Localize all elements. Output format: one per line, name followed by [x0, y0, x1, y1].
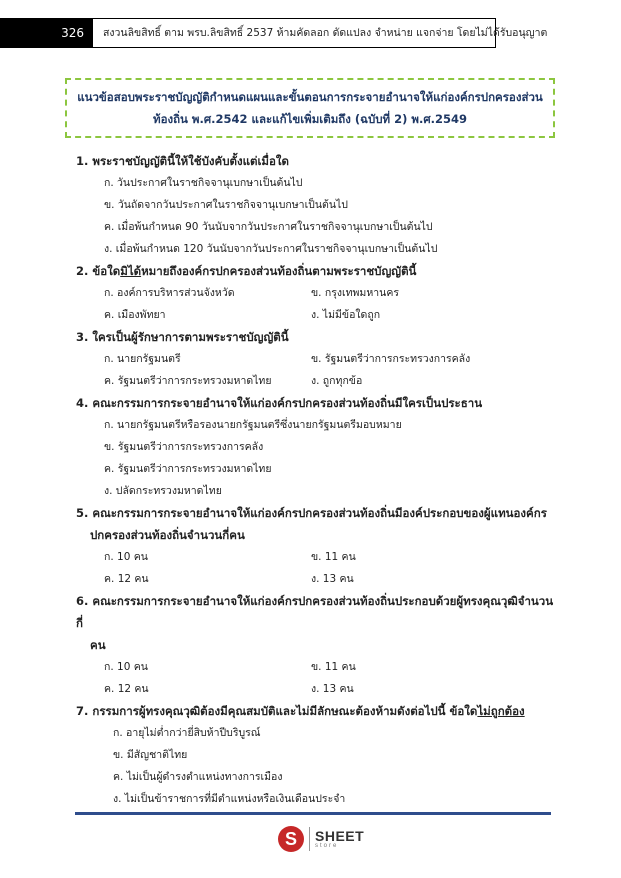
question-5 — [76, 502, 556, 590]
underlined-keyword: ไม่ถูกต้อง — [477, 704, 525, 718]
question-text — [76, 590, 556, 656]
question-text: 1. พระราชบัญญัตินี้ให้ใช้บังคับตั้งแต่เมื่อใด — [76, 154, 289, 168]
copyright-notice: สงวนลิขสิทธิ์ ตาม พรบ.ลิขสิทธิ์ 2537 ห้ามคัดลอก ดัดแปลง จำหน่าย แจกจ่าย โดยไม่ได้รับอนุญาต — [92, 18, 496, 48]
question-text-line-2: ปกครองส่วนท้องถิ่นจำนวนกี่คน — [90, 528, 245, 542]
question-text-part: 2. ข้อใด — [76, 264, 121, 278]
question-text-part: หมายถึงองค์กรปกครองส่วนท้องถิ่นตามพระราชบัญญัตินี้ — [141, 264, 417, 278]
option-row — [76, 282, 556, 304]
question-7 — [76, 700, 556, 810]
option-b: ข. 11 คน — [311, 551, 356, 563]
option-b: ข. รัฐมนตรีว่าการกระทรวงการคลัง — [311, 353, 471, 365]
option-a: ก. องค์การบริหารส่วนจังหวัด — [104, 287, 235, 299]
logo-s-icon: S — [278, 826, 304, 852]
option-c: ค. รัฐมนตรีว่าการกระทรวงมหาดไทย — [104, 463, 272, 475]
option-row — [76, 546, 556, 568]
option-d: ง. ไม่มีข้อใดถูก — [311, 309, 381, 321]
logo-word: SHEET — [315, 828, 365, 844]
option-c: ค. เมื่อพ้นกำหนด 90 วันนับจากวันประกาศในราชกิจจานุเบกษาเป็นต้นไป — [104, 221, 433, 233]
option-d: ง. เมื่อพ้นกำหนด 120 วันนับจากวันประกาศในราชกิจจานุเบกษาเป็นต้นไป — [104, 243, 438, 255]
option-d: ง. ปลัดกระทรวงมหาดไทย — [104, 485, 222, 497]
option-a: ก. 10 คน — [104, 551, 148, 563]
option-d: ง. 13 คน — [311, 573, 354, 585]
option-a: ก. นายกรัฐมนตรีหรือรองนายกรัฐมนตรีซึ่งนายกรัฐมนตรีมอบหมาย — [104, 419, 402, 431]
question-6 — [76, 590, 556, 700]
option-row — [76, 348, 556, 370]
question-text — [76, 700, 556, 722]
question-text-line-1: 6. คณะกรรมการกระจายอำนาจให้แก่องค์กรปกครองส่วนท้องถิ่นประกอบด้วยผู้ทรงคุณวุฒิจำนวนกี่ — [76, 594, 554, 630]
option-d: ง. ไม่เป็นข้าราชการที่มีตำแหน่งหรือเงินเดือนประจำ — [113, 793, 346, 805]
question-text: 4. คณะกรรมการกระจายอำนาจให้แก่องค์กรปกครองส่วนท้องถิ่นมีใครเป็นประธาน — [76, 396, 483, 410]
question-4 — [76, 392, 556, 502]
logo-text — [315, 829, 364, 849]
option-d: ง. ถูกทุกข้อ — [311, 375, 363, 387]
logo-subtitle: store — [315, 843, 339, 849]
option-row — [76, 656, 556, 678]
question-text: 3. ใครเป็นผู้รักษาการตามพระราชบัญญัตินี้ — [76, 330, 289, 344]
option-a: ก. อายุไม่ต่ำกว่ายี่สิบห้าปีบริบูรณ์ — [113, 727, 261, 739]
question-text — [76, 260, 556, 282]
logo-divider — [309, 827, 310, 851]
question-list — [76, 150, 556, 810]
question-text-line-2: คน — [90, 638, 106, 652]
sheet-store-logo — [278, 824, 364, 854]
question-text — [76, 502, 556, 546]
footer-divider — [75, 812, 551, 815]
option-c: ค. เมืองพัทยา — [104, 309, 166, 321]
option-a: ก. นายกรัฐมนตรี — [104, 353, 181, 365]
document-title-box — [65, 78, 555, 138]
option-b: ข. 11 คน — [311, 661, 356, 673]
question-text-part: 7. กรรมการผู้ทรงคุณวุฒิต้องมีคุณสมบัติและไม่มีลักษณะต้องห้ามดังต่อไปนี้ ข้อใด — [76, 704, 478, 718]
option-c: ค. ไม่เป็นผู้ดำรงตำแหน่งทางการเมือง — [113, 771, 283, 783]
document-title-line-2: ท้องถิ่น พ.ศ.2542 และแก้ไขเพิ่มเติมถึง (ฉบับที่ 2) พ.ศ.2549 — [152, 112, 468, 126]
option-c: ค. 12 คน — [104, 573, 149, 585]
option-row — [76, 568, 556, 590]
option-row — [76, 304, 556, 326]
option-b: ข. วันถัดจากวันประกาศในราชกิจจานุเบกษาเป็นต้นไป — [104, 199, 348, 211]
question-3 — [76, 326, 556, 392]
question-1 — [76, 150, 556, 260]
option-row — [76, 678, 556, 700]
question-text-line-1: 5. คณะกรรมการกระจายอำนาจให้แก่องค์กรปกครองส่วนท้องถิ่นมีองค์ประกอบของผู้แทนองค์กร — [76, 506, 547, 520]
page-number: 326 — [0, 18, 92, 48]
option-b: ข. กรุงเทพมหานคร — [311, 287, 399, 299]
option-b: ข. รัฐมนตรีว่าการกระทรวงการคลัง — [104, 441, 264, 453]
underlined-keyword: มิได้ — [120, 264, 142, 278]
option-c: ค. รัฐมนตรีว่าการกระทรวงมหาดไทย — [104, 375, 272, 387]
option-d: ง. 13 คน — [311, 683, 354, 695]
option-a: ก. 10 คน — [104, 661, 148, 673]
question-2 — [76, 260, 556, 326]
option-row — [76, 370, 556, 392]
option-c: ค. 12 คน — [104, 683, 149, 695]
option-b: ข. มีสัญชาติไทย — [113, 749, 188, 761]
document-title-line-1: แนวข้อสอบพระราชบัญญัติกำหนดแผนและขั้นตอนการกระจายอำนาจให้แก่องค์กรปกครองส่วน — [77, 90, 543, 104]
option-a: ก. วันประกาศในราชกิจจานุเบกษาเป็นต้นไป — [104, 177, 303, 189]
